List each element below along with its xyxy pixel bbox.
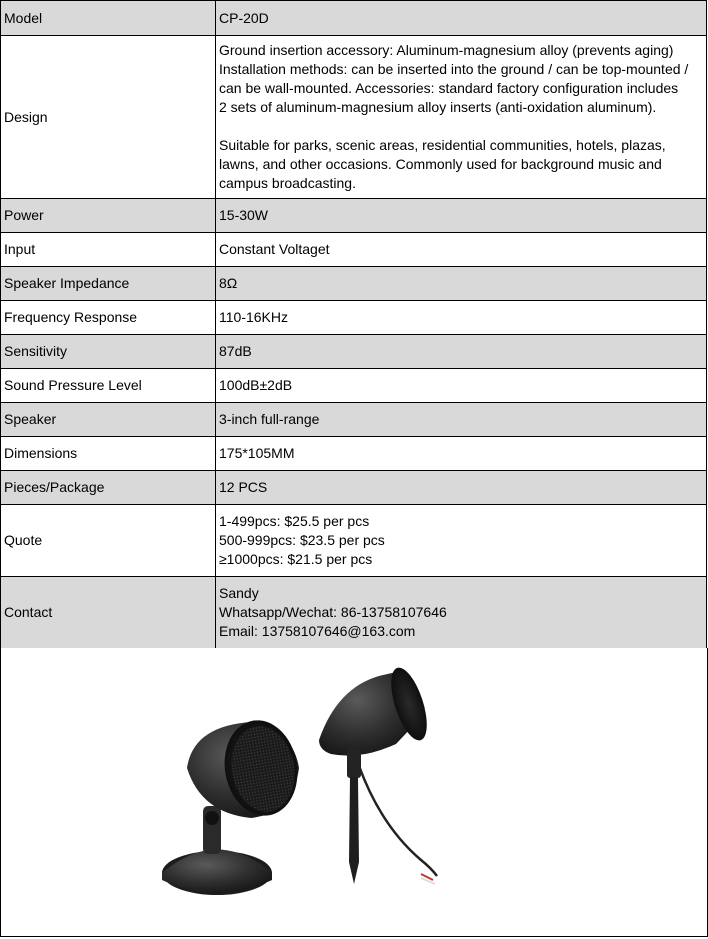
row-label: Power: [1, 199, 216, 233]
row-label: Model: [1, 1, 216, 36]
contact-line: Sandy: [219, 585, 259, 601]
table-row: [1, 437, 707, 471]
speaker-illustration: [1, 648, 707, 936]
row-label: Sensitivity: [1, 335, 216, 369]
row-label: Quote: [1, 505, 216, 577]
quote-line: 1-499pcs: $25.5 per pcs: [219, 513, 370, 529]
row-label: Frequency Response: [1, 301, 216, 335]
row-value: 110-16KHz: [216, 301, 707, 335]
base-mount-speaker: [162, 714, 305, 895]
design-line: lawns, and other occasions. Commonly used for background music and: [219, 156, 662, 172]
quote-line: 500-999pcs: $23.5 per pcs: [219, 532, 385, 548]
table-row: [1, 577, 707, 649]
design-line: Suitable for parks, scenic areas, residential communities, hotels, plazas,: [219, 137, 666, 153]
line-gap: [219, 117, 706, 136]
row-value: 175*105MM: [216, 437, 707, 471]
design-line: campus broadcasting.: [219, 175, 356, 191]
row-label: Speaker: [1, 403, 216, 437]
design-line: 2 sets of aluminum-magnesium alloy inserts (anti-oxidation aluminum).: [219, 99, 657, 115]
row-label: Dimensions: [1, 437, 216, 471]
row-value: 12 PCS: [216, 471, 707, 505]
design-line: Ground insertion accessory: Aluminum-magnesium alloy (prevents aging): [219, 42, 674, 58]
table-row: [1, 36, 707, 199]
product-photo: [0, 648, 708, 937]
row-value: Constant Voltaget: [216, 233, 707, 267]
table-row: [1, 471, 707, 505]
quote-line: ≥1000pcs: $21.5 per pcs: [219, 551, 373, 567]
row-value: 8Ω: [216, 267, 707, 301]
row-label: Input: [1, 233, 216, 267]
table-row: [1, 233, 707, 267]
table-row: [1, 505, 707, 577]
row-value: CP-20D: [216, 1, 707, 36]
row-value: 100dB±2dB: [216, 369, 707, 403]
row-value: [216, 505, 707, 577]
design-line: can be wall-mounted. Accessories: standard factory configuration includes: [219, 80, 679, 96]
row-label: Speaker Impedance: [1, 267, 216, 301]
table-row: [1, 369, 707, 403]
ground-spike-speaker: [319, 664, 437, 884]
row-value: 3-inch full-range: [216, 403, 707, 437]
table-row: [1, 301, 707, 335]
table-row: [1, 199, 707, 233]
table-row: [1, 1, 707, 36]
row-label: Pieces/Package: [1, 471, 216, 505]
row-label: Design: [1, 36, 216, 199]
design-line: Installation methods: can be inserted into the ground / can be top-mounted /: [219, 61, 689, 77]
row-value: 87dB: [216, 335, 707, 369]
table-row: [1, 267, 707, 301]
row-value: 15-30W: [216, 199, 707, 233]
row-label: Sound Pressure Level: [1, 369, 216, 403]
contact-line: Email: 13758107646@163.com: [219, 623, 416, 639]
row-value: [216, 36, 707, 199]
contact-line: Whatsapp/Wechat: 86-13758107646: [219, 604, 447, 620]
row-value: [216, 577, 707, 649]
row-label: Contact: [1, 577, 216, 649]
table-row: [1, 335, 707, 369]
table-row: [1, 403, 707, 437]
